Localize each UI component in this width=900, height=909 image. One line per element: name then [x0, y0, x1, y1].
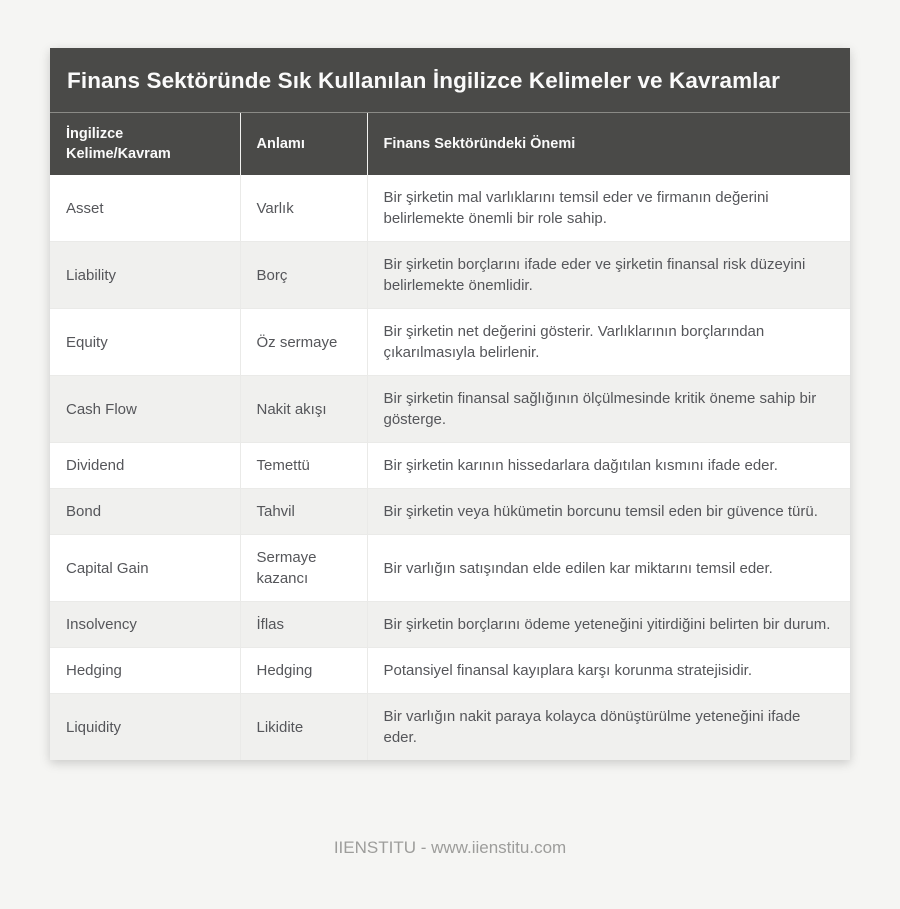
- term-cell: Cash Flow: [50, 376, 240, 443]
- importance-cell: Bir şirketin finansal sağlığının ölçülmesinde kritik öneme sahip bir gösterge.: [367, 376, 850, 443]
- importance-cell: Bir şirketin karının hissedarlara dağıtılan kısmını ifade eder.: [367, 443, 850, 489]
- importance-cell: Potansiyel finansal kayıplara karşı korunma stratejisidir.: [367, 648, 850, 694]
- term-cell: Equity: [50, 309, 240, 376]
- importance-cell: Bir şirketin veya hükümetin borcunu temsil eden bir güvence türü.: [367, 489, 850, 535]
- term-cell: Asset: [50, 175, 240, 242]
- table-row: [50, 535, 850, 602]
- table-row: [50, 694, 850, 761]
- meaning-cell: Öz sermaye: [240, 309, 367, 376]
- table-body: [50, 175, 850, 760]
- column-header-term: İngilizce Kelime/Kavram: [50, 113, 240, 175]
- term-cell: Hedging: [50, 648, 240, 694]
- table-row: [50, 602, 850, 648]
- importance-cell: Bir şirketin net değerini gösterir. Varlıklarının borçlarından çıkarılmasıyla belirlenir.: [367, 309, 850, 376]
- meaning-cell: Varlık: [240, 175, 367, 242]
- term-cell: Liability: [50, 242, 240, 309]
- table-row: [50, 242, 850, 309]
- footer-credit: IIENSTITU - www.iienstitu.com: [333, 838, 567, 857]
- meaning-cell: Hedging: [240, 648, 367, 694]
- meaning-cell: İflas: [240, 602, 367, 648]
- term-cell: Dividend: [50, 443, 240, 489]
- table-row: [50, 309, 850, 376]
- importance-cell: Bir varlığın satışından elde edilen kar miktarını temsil eder.: [367, 535, 850, 602]
- importance-cell: Bir şirketin borçlarını ödeme yeteneğini yitirdiğini belirten bir durum.: [367, 602, 850, 648]
- importance-cell: Bir şirketin borçlarını ifade eder ve şirketin finansal risk düzeyini belirlemekte önemlidir.: [367, 242, 850, 309]
- importance-cell: Bir varlığın nakit paraya kolayca dönüştürülme yeteneğini ifade eder.: [367, 694, 850, 761]
- table-row: [50, 443, 850, 489]
- term-cell: Capital Gain: [50, 535, 240, 602]
- meaning-cell: Nakit akışı: [240, 376, 367, 443]
- term-cell: Bond: [50, 489, 240, 535]
- table-row: [50, 175, 850, 242]
- column-header-meaning: Anlamı: [240, 113, 367, 175]
- term-cell: Insolvency: [50, 602, 240, 648]
- table-row: [50, 648, 850, 694]
- table-row: [50, 376, 850, 443]
- meaning-cell: Likidite: [240, 694, 367, 761]
- table-row: [50, 489, 850, 535]
- meaning-cell: Sermaye kazancı: [240, 535, 367, 602]
- table-header-row: [50, 113, 850, 175]
- page-title: Finans Sektöründe Sık Kullanılan İngilizce Kelimeler ve Kavramlar: [50, 48, 850, 113]
- term-cell: Liquidity: [50, 694, 240, 761]
- vocabulary-table: [50, 113, 850, 760]
- meaning-cell: Temettü: [240, 443, 367, 489]
- importance-cell: Bir şirketin mal varlıklarını temsil eder ve firmanın değerini belirlemekte önemli bir role sahip.: [367, 175, 850, 242]
- vocabulary-card: [50, 48, 850, 760]
- column-header-importance: Finans Sektöründeki Önemi: [367, 113, 850, 175]
- meaning-cell: Tahvil: [240, 489, 367, 535]
- meaning-cell: Borç: [240, 242, 367, 309]
